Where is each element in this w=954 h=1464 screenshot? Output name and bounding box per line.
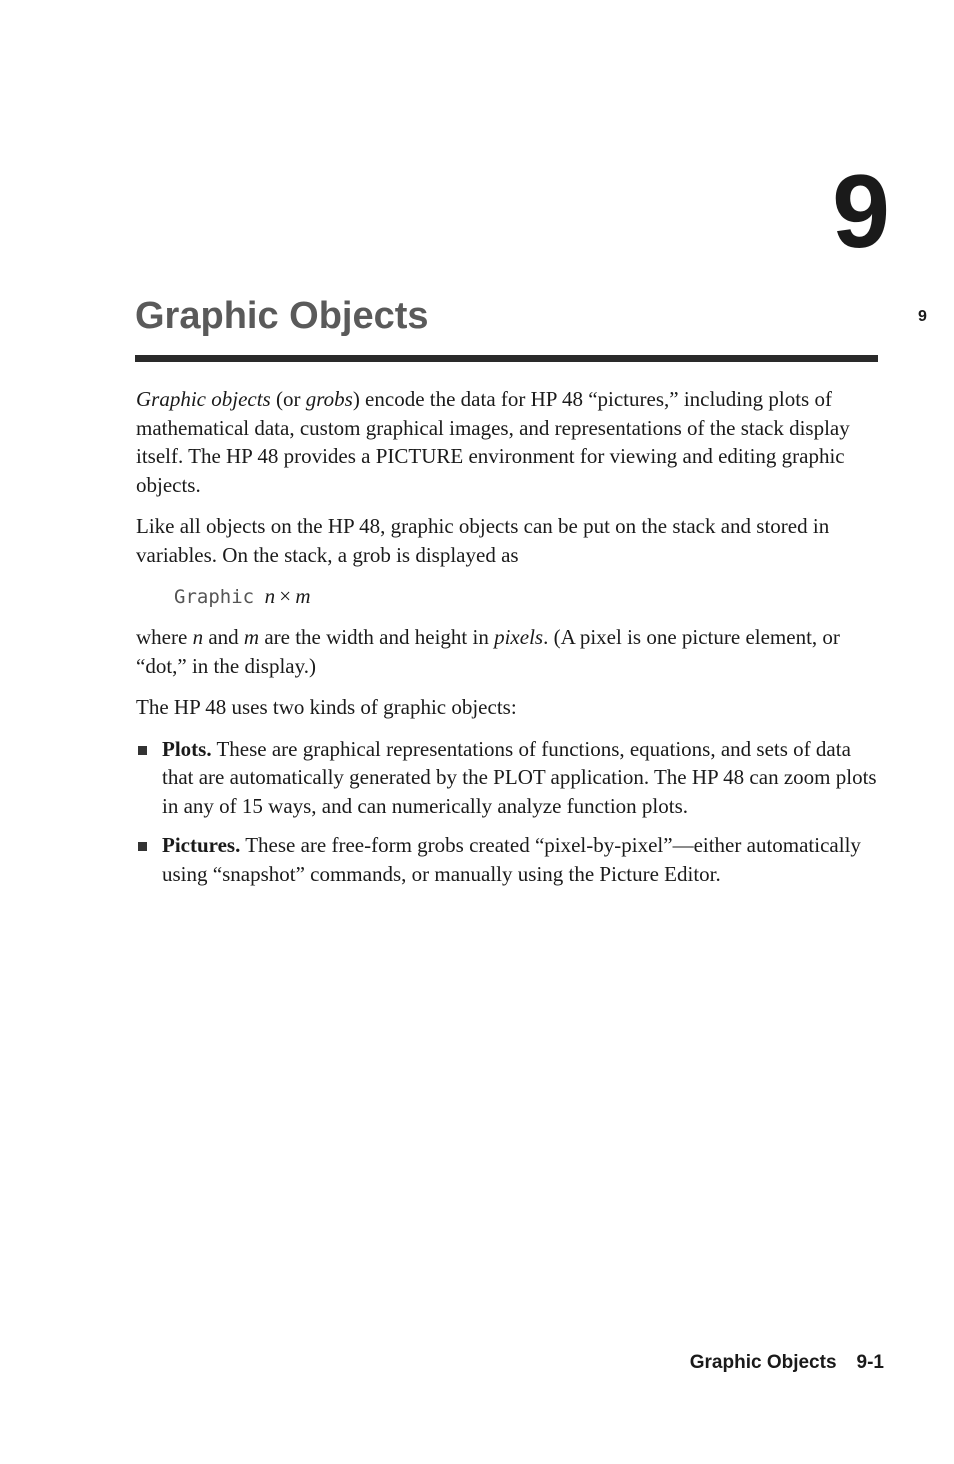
title-rule (135, 355, 878, 362)
kinds-intro-paragraph: The HP 48 uses two kinds of graphic objects: (136, 695, 517, 719)
grob-display-example: Graphic n × m (174, 584, 311, 608)
footer-section-title: Graphic Objects (689, 1352, 837, 1373)
list-item-plots: Plots. These are graphical representations of functions, equations, and sets of data that are automatically generated by the PLOT application. The HP 48 can zoom plots in any of 15 ways, and can numerically analyze function plots. (136, 735, 881, 821)
grob-display-label: Graphic (174, 586, 255, 608)
chapter-number: 9 (832, 154, 890, 270)
term-graphic-objects: Graphic objects (136, 387, 271, 411)
where-paragraph: where n and m are the width and height in pixels. (A pixel is one picture element, or “dot,” in the display.) (136, 625, 840, 678)
bullet-square-icon (138, 746, 147, 755)
chapter-title: Graphic Objects (135, 295, 429, 337)
bullet-square-icon (138, 842, 147, 851)
thumb-tab-chapter-number: 9 (918, 308, 927, 325)
term-pixels: pixels (494, 625, 544, 649)
term-grobs: grobs (305, 387, 353, 411)
footer-page-number: 9-1 (856, 1352, 884, 1373)
stack-paragraph: Like all objects on the HP 48, graphic objects can be put on the stack and stored in variables. On the stack, a grob is displayed as (136, 514, 830, 567)
page-footer (690, 1352, 884, 1374)
list-item-pictures: Pictures. These are free-form grobs created “pixel-by-pixel”—either automatically using “snapshot” commands, or manually using the Picture Editor. (136, 831, 881, 888)
intro-paragraph: Graphic objects (or grobs) encode the data for HP 48 “pictures,” including plots of mathematical data, custom graphical images, and representations of the stack display itself. The HP 48 provides a PICTURE environment for viewing and editing graphic objects. (136, 387, 850, 497)
graphic-object-kinds-list (136, 735, 881, 889)
page-body (136, 385, 881, 899)
